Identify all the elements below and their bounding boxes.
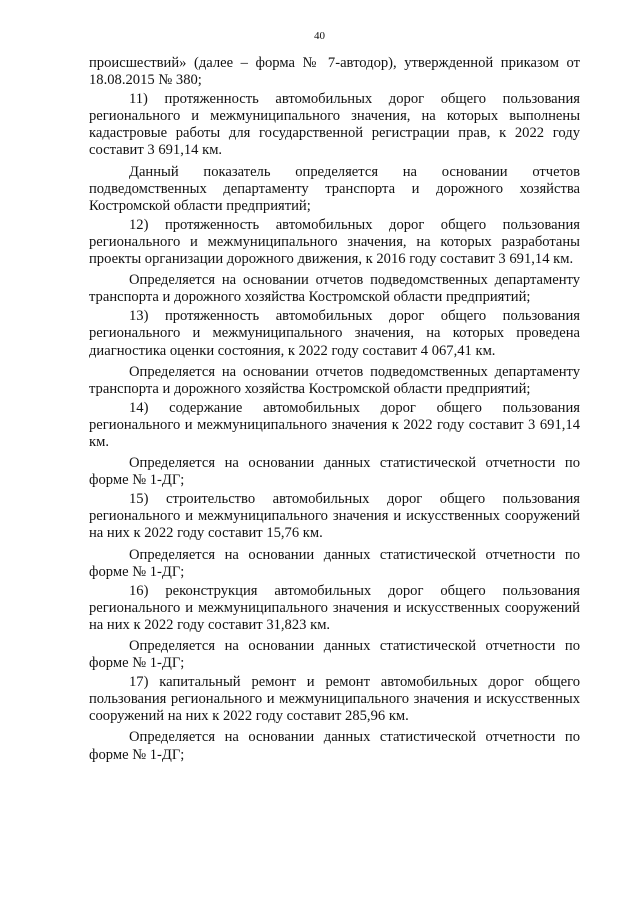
paragraph-note: Определяется на основании данных статистической отчетности по форме № 1-ДГ; [89, 638, 580, 672]
document-body [89, 55, 580, 764]
list-item-17: 17) капитальный ремонт и ремонт автомобильных дорог общего пользования регионального и межмуниципального значения и искусственных сооружений на них к 2022 году составит 285,96 км. [89, 674, 580, 725]
paragraph-note: Данный показатель определяется на основании отчетов подведомственных департаменту транспорта и дорожного хозяйства Костромской области предприятий; [89, 163, 580, 214]
paragraph: происшествий» (далее – форма № 7-автодор), утвержденной приказом от 18.08.2015 № 380; [89, 55, 580, 89]
paragraph-note: Определяется на основании отчетов подведомственных департаменту транспорта и дорожного хозяйства Костромской области предприятий; [89, 272, 580, 306]
list-item-15: 15) строительство автомобильных дорог общего пользования регионального и межмуниципального значения и искусственных сооружений на них к 2022 году составит 15,76 км. [89, 491, 580, 542]
paragraph-note: Определяется на основании данных статистической отчетности по форме № 1-ДГ; [89, 729, 580, 763]
list-item-11: 11) протяженность автомобильных дорог общего пользования регионального и межмуниципального значения, на которых выполнены кадастровые работы для государственной регистрации прав, к 2022 году составит 3 691,14 км. [89, 91, 580, 159]
paragraph-note: Определяется на основании данных статистической отчетности по форме № 1-ДГ; [89, 546, 580, 580]
list-item-12: 12) протяженность автомобильных дорог общего пользования регионального и межмуниципального значения, на которых разработаны проекты организации дорожного движения, к 2016 году составит 3 691,14 км. [89, 216, 580, 268]
paragraph-note: Определяется на основании отчетов подведомственных департаменту транспорта и дорожного хозяйства Костромской области предприятий; [89, 363, 580, 397]
paragraph-note: Определяется на основании данных статистической отчетности по форме № 1-ДГ; [89, 455, 580, 489]
list-item-14: 14) содержание автомобильных дорог общего пользования регионального и межмуниципального значения к 2022 году составит 3 691,14 км. [89, 399, 580, 450]
list-item-16: 16) реконструкция автомобильных дорог общего пользования регионального и межмуниципального значения и искусственных сооружений на них к 2022 году составит 31,823 км. [89, 582, 580, 633]
list-item-13: 13) протяженность автомобильных дорог общего пользования регионального и межмуниципального значения, на которых проведена диагностика оценки состояния, к 2022 году составит 4 067,41 км. [89, 308, 580, 359]
page-number: 40 [314, 30, 325, 42]
